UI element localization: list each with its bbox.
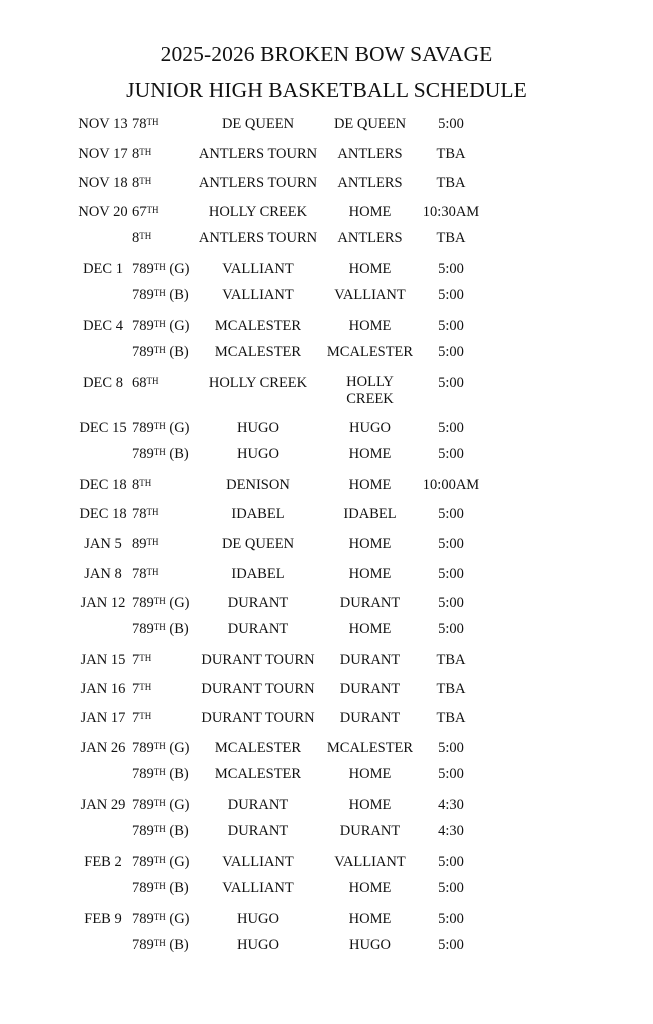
game-opponent: DURANT TOURN (201, 652, 315, 668)
game-grade (132, 565, 159, 583)
game-time: 5:00 (438, 740, 464, 756)
grade-number: 789 (132, 911, 154, 927)
grade-suffix: TH (139, 231, 152, 241)
game-grade (132, 620, 189, 638)
game-date: NOV 17 (78, 146, 128, 162)
game-time: 5:00 (438, 261, 464, 277)
grade-number: 789 (132, 937, 154, 953)
grade-suffix: TH (153, 447, 166, 457)
game-time: 5:00 (438, 344, 464, 360)
game-location: HOME (348, 318, 392, 334)
schedule-row (0, 594, 653, 614)
game-opponent: DURANT TOURN (201, 710, 315, 726)
schedule-row (0, 535, 653, 555)
game-date: FEB 9 (84, 911, 122, 927)
grade-number: 789 (132, 621, 154, 637)
game-grade (132, 229, 151, 247)
game-date: DEC 18 (79, 506, 127, 522)
game-opponent: DE QUEEN (221, 536, 295, 552)
game-location: HOME (348, 261, 392, 277)
grade-suffix: TH (146, 567, 159, 577)
grade-suffix: TH (153, 798, 166, 808)
game-date: JAN 12 (80, 595, 126, 611)
grade-suffix: TH (153, 421, 166, 431)
game-date: DEC 18 (79, 477, 127, 493)
schedule-row (0, 565, 653, 585)
game-date: NOV 20 (78, 204, 128, 220)
schedule-row (0, 229, 653, 249)
game-date: DEC 1 (83, 261, 123, 277)
game-time: TBA (436, 652, 466, 668)
schedule-row (0, 739, 653, 759)
game-opponent: DURANT TOURN (201, 681, 315, 697)
grade-number: 789 (132, 854, 154, 870)
grade-number: 789 (132, 261, 154, 277)
game-opponent: MCALESTER (214, 318, 302, 334)
grade-number: 789 (132, 740, 154, 756)
team-gender: (B) (165, 287, 189, 303)
schedule-row (0, 709, 653, 729)
game-opponent: ANTLERS TOURN (198, 175, 318, 191)
game-date: JAN 29 (80, 797, 126, 813)
schedule-row (0, 260, 653, 280)
team-gender: (G) (165, 595, 190, 611)
game-grade (132, 343, 189, 361)
game-opponent: HUGO (237, 420, 279, 436)
game-grade (132, 680, 151, 698)
game-date: JAN 8 (84, 566, 122, 582)
game-opponent: ANTLERS TOURN (198, 146, 318, 162)
game-time: 4:30 (438, 823, 464, 839)
grade-suffix: TH (146, 117, 159, 127)
grade-suffix: TH (146, 537, 159, 547)
game-date: DEC 8 (83, 375, 123, 391)
game-location: HOME (348, 566, 392, 582)
game-opponent: HUGO (237, 937, 279, 953)
schedule-row (0, 651, 653, 671)
schedule-row (0, 765, 653, 785)
game-date: DEC 4 (83, 318, 123, 334)
game-time: TBA (436, 230, 466, 246)
grade-number: 8 (132, 477, 140, 493)
grade-suffix: TH (153, 824, 166, 834)
grade-number: 78 (132, 116, 147, 132)
schedule-row (0, 822, 653, 842)
schedule-row (0, 879, 653, 899)
game-location: ANTLERS (337, 230, 403, 246)
grade-number: 789 (132, 287, 154, 303)
schedule-row (0, 317, 653, 337)
game-opponent: IDABEL (231, 506, 285, 522)
grade-suffix: TH (139, 478, 152, 488)
game-location: HOME (348, 446, 392, 462)
schedule-row (0, 910, 653, 930)
team-gender: (G) (165, 318, 190, 334)
game-opponent: VALLIANT (222, 287, 294, 303)
team-gender: (G) (165, 797, 190, 813)
game-opponent: DURANT (227, 621, 289, 637)
game-location: HOME (348, 621, 392, 637)
schedule-row (0, 680, 653, 700)
grade-suffix: TH (146, 376, 159, 386)
grade-number: 789 (132, 823, 154, 839)
grade-suffix: TH (139, 711, 152, 721)
game-location: HOME (348, 477, 392, 493)
schedule-title-line-2: JUNIOR HIGH BASKETBALL SCHEDULE (126, 78, 527, 102)
schedule-row (0, 476, 653, 496)
game-location: HOLLY CREEK (346, 374, 394, 407)
game-location: HUGO (349, 937, 391, 953)
game-location: HOME (348, 536, 392, 552)
grade-suffix: TH (139, 682, 152, 692)
grade-number: 68 (132, 375, 147, 391)
game-location: HOME (348, 797, 392, 813)
game-location: HOME (348, 766, 392, 782)
schedule-row (0, 286, 653, 306)
game-location: ANTLERS (337, 175, 403, 191)
grade-suffix: TH (146, 507, 159, 517)
grade-number: 78 (132, 506, 147, 522)
team-gender: (B) (165, 344, 189, 360)
grade-suffix: TH (153, 938, 166, 948)
game-grade (132, 739, 190, 757)
grade-number: 89 (132, 536, 147, 552)
game-location: DE QUEEN (333, 116, 407, 132)
grade-number: 789 (132, 766, 154, 782)
team-gender: (B) (165, 621, 189, 637)
game-opponent: HOLLY CREEK (208, 204, 308, 220)
game-time: 5:00 (438, 536, 464, 552)
game-grade (132, 374, 159, 392)
game-date: JAN 26 (80, 740, 126, 756)
schedule-row (0, 936, 653, 956)
schedule-row (0, 145, 653, 165)
game-time: TBA (436, 175, 466, 191)
grade-number: 8 (132, 230, 140, 246)
schedule-row (0, 343, 653, 363)
grade-suffix: TH (153, 622, 166, 632)
grade-suffix: TH (153, 319, 166, 329)
team-gender: (G) (165, 261, 190, 277)
game-time: 4:30 (438, 797, 464, 813)
game-time: 5:00 (438, 420, 464, 436)
game-opponent: DE QUEEN (221, 116, 295, 132)
game-grade (132, 910, 190, 928)
schedule-row (0, 445, 653, 465)
grade-number: 8 (132, 175, 140, 191)
game-opponent: ANTLERS TOURN (198, 230, 318, 246)
game-grade (132, 419, 190, 437)
team-gender: (B) (165, 880, 189, 896)
game-opponent: IDABEL (231, 566, 285, 582)
game-time: 5:00 (438, 375, 464, 391)
game-opponent: VALLIANT (222, 261, 294, 277)
team-gender: (B) (165, 446, 189, 462)
game-grade (132, 936, 189, 954)
grade-number: 789 (132, 797, 154, 813)
game-grade (132, 535, 159, 553)
game-time: 5:00 (438, 880, 464, 896)
game-grade (132, 476, 151, 494)
game-opponent: MCALESTER (214, 766, 302, 782)
grade-number: 8 (132, 146, 140, 162)
game-location: MCALESTER (326, 740, 414, 756)
grade-suffix: TH (153, 262, 166, 272)
game-time: 5:00 (438, 911, 464, 927)
team-gender: (G) (165, 420, 190, 436)
game-time: 5:00 (438, 287, 464, 303)
game-grade (132, 651, 151, 669)
schedule-row (0, 174, 653, 194)
game-time: 5:00 (438, 506, 464, 522)
grade-suffix: TH (153, 855, 166, 865)
grade-suffix: TH (153, 345, 166, 355)
game-grade (132, 115, 159, 133)
team-gender: (B) (165, 937, 189, 953)
game-opponent: HOLLY CREEK (208, 375, 308, 391)
game-time: 5:00 (438, 595, 464, 611)
game-date: JAN 15 (80, 652, 126, 668)
game-location: VALLIANT (334, 854, 406, 870)
game-time: 5:00 (438, 766, 464, 782)
grade-suffix: TH (153, 741, 166, 751)
game-time: 5:00 (438, 854, 464, 870)
grade-number: 789 (132, 420, 154, 436)
game-location: HUGO (349, 420, 391, 436)
game-location: DURANT (339, 652, 401, 668)
game-location: DURANT (339, 595, 401, 611)
team-gender: (B) (165, 823, 189, 839)
game-location: DURANT (339, 823, 401, 839)
game-opponent: HUGO (237, 446, 279, 462)
game-opponent: DENISON (226, 477, 290, 493)
game-location: ANTLERS (337, 146, 403, 162)
game-grade (132, 203, 159, 221)
game-time: TBA (436, 710, 466, 726)
game-date: NOV 18 (78, 175, 128, 191)
game-location: DURANT (339, 710, 401, 726)
grade-number: 7 (132, 681, 140, 697)
game-date: JAN 5 (84, 536, 122, 552)
grade-suffix: TH (153, 767, 166, 777)
game-time: 5:00 (438, 566, 464, 582)
game-opponent: DURANT (227, 595, 289, 611)
game-grade (132, 445, 189, 463)
schedule-row (0, 620, 653, 640)
grade-number: 7 (132, 710, 140, 726)
game-opponent: HUGO (237, 911, 279, 927)
game-time: TBA (436, 146, 466, 162)
game-opponent: DURANT (227, 797, 289, 813)
grade-suffix: TH (139, 147, 152, 157)
team-gender: (G) (165, 854, 190, 870)
game-time: 10:30AM (422, 204, 480, 220)
grade-number: 78 (132, 566, 147, 582)
game-grade (132, 317, 190, 335)
grade-number: 789 (132, 344, 154, 360)
game-location: DURANT (339, 681, 401, 697)
grade-number: 7 (132, 652, 140, 668)
game-grade (132, 765, 189, 783)
grade-suffix: TH (146, 205, 159, 215)
game-opponent: DURANT (227, 823, 289, 839)
game-date: DEC 15 (79, 420, 127, 436)
grade-suffix: TH (139, 653, 152, 663)
game-location: HOME (348, 911, 392, 927)
game-grade (132, 853, 190, 871)
game-date: JAN 16 (80, 681, 126, 697)
game-date: FEB 2 (84, 854, 122, 870)
team-gender: (B) (165, 766, 189, 782)
schedule-row (0, 796, 653, 816)
game-opponent: MCALESTER (214, 740, 302, 756)
game-grade (132, 709, 151, 727)
schedule-title-line-1: 2025-2026 BROKEN BOW SAVAGE (160, 42, 493, 66)
game-date: JAN 17 (80, 710, 126, 726)
schedule-row (0, 203, 653, 223)
game-location: MCALESTER (326, 344, 414, 360)
game-opponent: VALLIANT (222, 880, 294, 896)
grade-number: 789 (132, 446, 154, 462)
game-location: VALLIANT (334, 287, 406, 303)
game-time: 5:00 (438, 318, 464, 334)
game-grade (132, 145, 151, 163)
grade-number: 789 (132, 880, 154, 896)
game-grade (132, 822, 189, 840)
grade-suffix: TH (153, 596, 166, 606)
game-time: 5:00 (438, 621, 464, 637)
game-time: 10:00AM (422, 477, 480, 493)
game-time: TBA (436, 681, 466, 697)
team-gender: (G) (165, 911, 190, 927)
game-grade (132, 796, 190, 814)
grade-suffix: TH (153, 881, 166, 891)
game-grade (132, 879, 189, 897)
game-grade (132, 174, 151, 192)
grade-number: 789 (132, 595, 154, 611)
grade-suffix: TH (153, 288, 166, 298)
game-location: HOME (348, 204, 392, 220)
game-grade (132, 260, 190, 278)
game-time: 5:00 (438, 116, 464, 132)
schedule-row (0, 853, 653, 873)
grade-suffix: TH (139, 176, 152, 186)
game-opponent: MCALESTER (214, 344, 302, 360)
grade-suffix: TH (153, 912, 166, 922)
grade-number: 789 (132, 318, 154, 334)
game-opponent: VALLIANT (222, 854, 294, 870)
game-grade (132, 505, 159, 523)
game-time: 5:00 (438, 446, 464, 462)
schedule-row (0, 115, 653, 135)
schedule-row (0, 374, 653, 407)
game-grade (132, 286, 189, 304)
schedule-row (0, 505, 653, 525)
game-date: NOV 13 (78, 116, 128, 132)
schedule-row (0, 419, 653, 439)
game-location: IDABEL (343, 506, 397, 522)
game-grade (132, 594, 190, 612)
game-location: HOME (348, 880, 392, 896)
grade-number: 67 (132, 204, 147, 220)
game-time: 5:00 (438, 937, 464, 953)
team-gender: (G) (165, 740, 190, 756)
